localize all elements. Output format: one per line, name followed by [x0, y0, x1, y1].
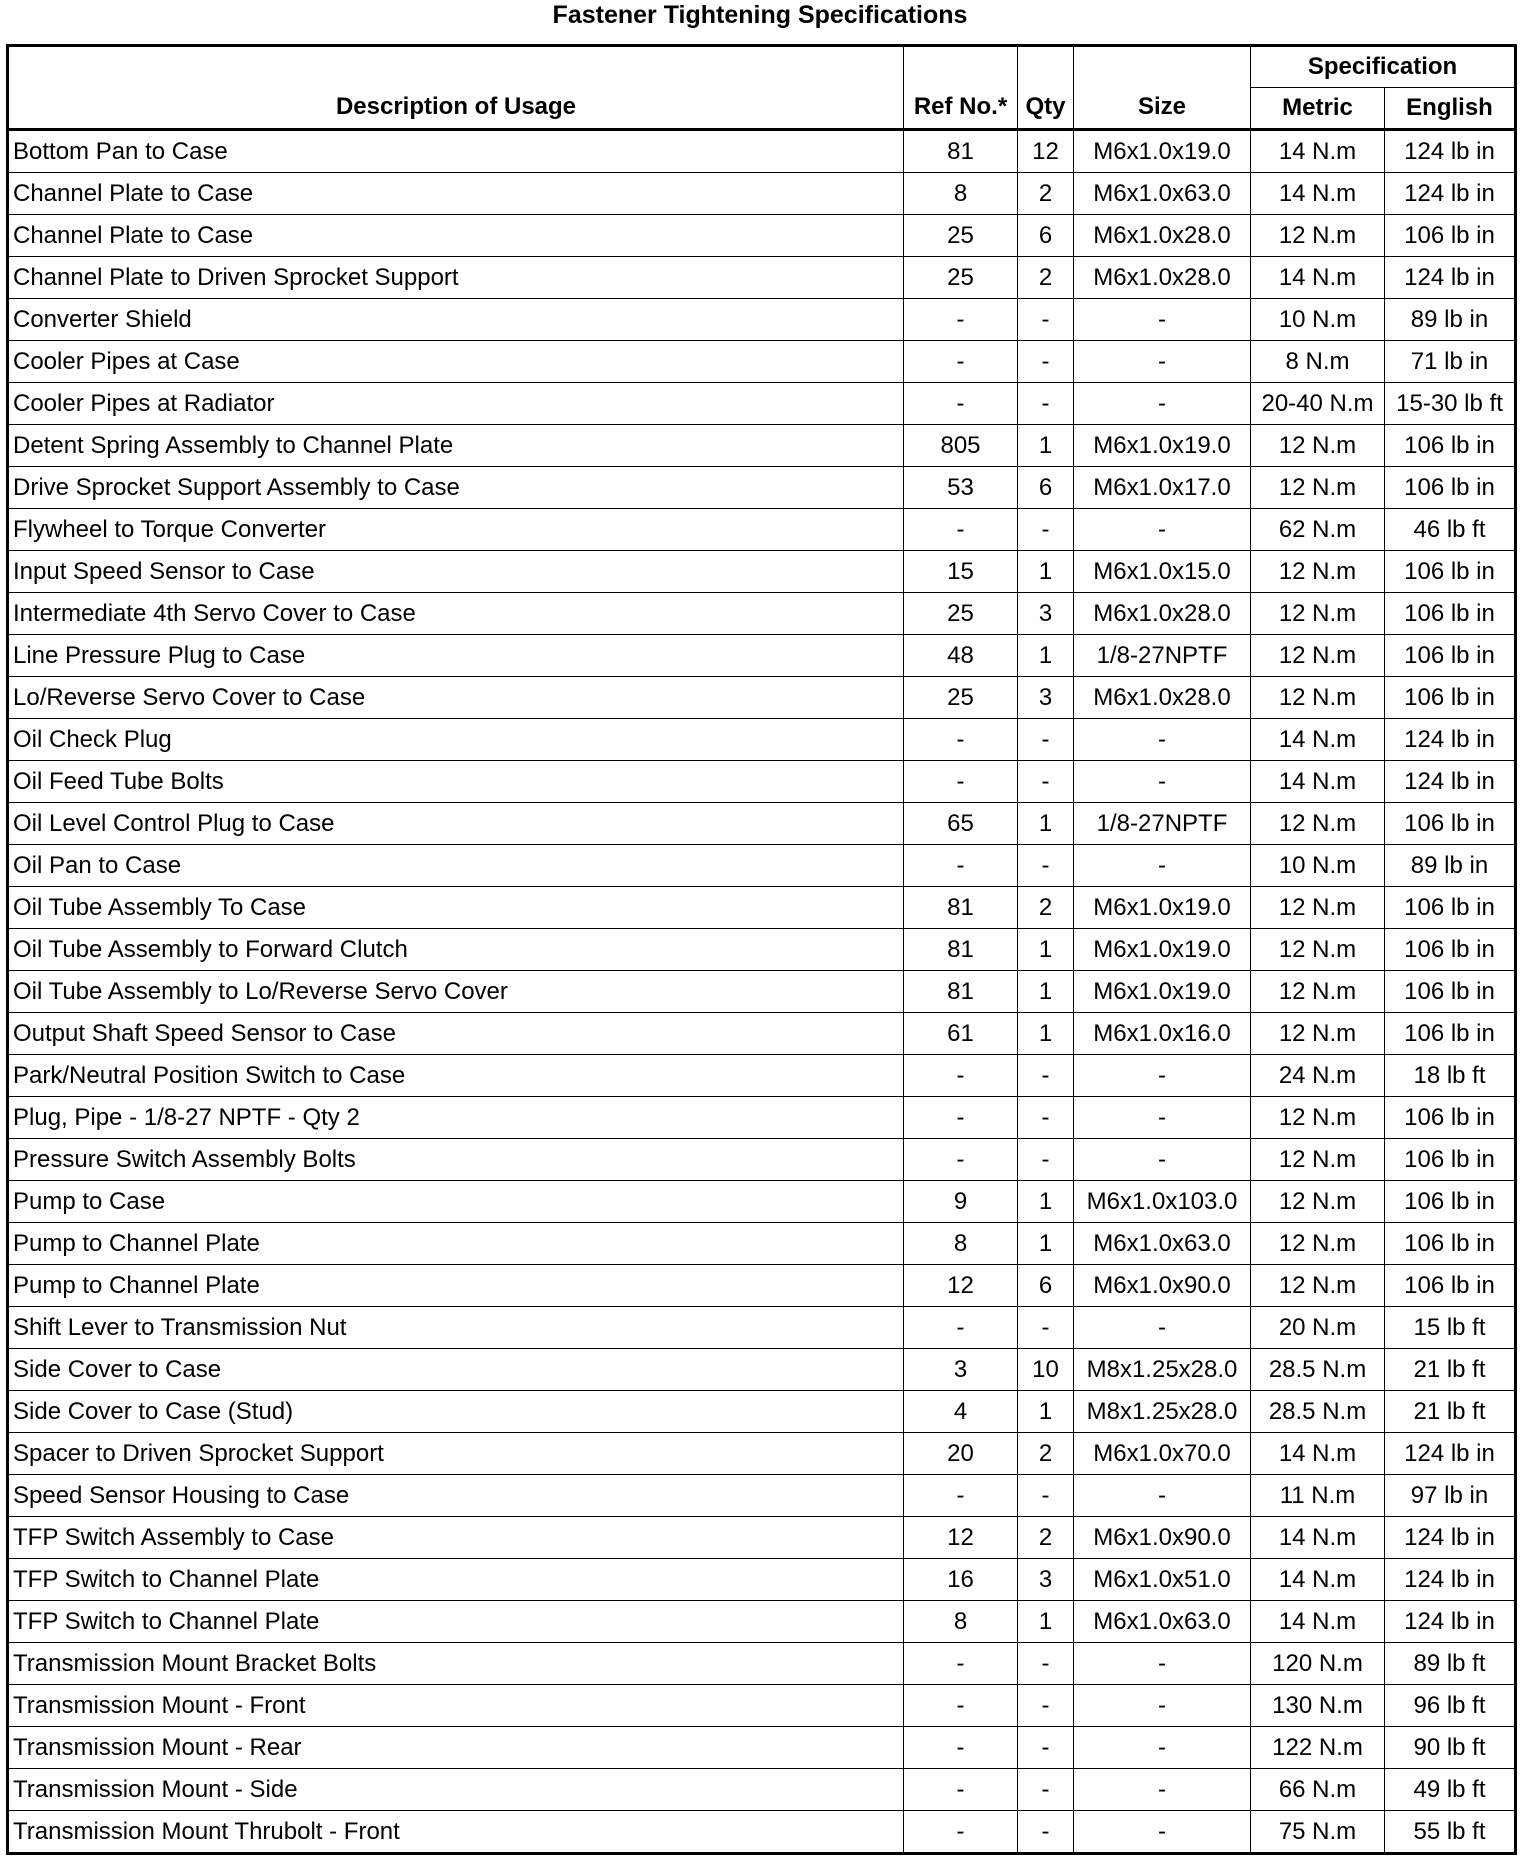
table-row: [8, 1727, 1516, 1769]
cell-size: M6x1.0x19.0: [1074, 887, 1251, 929]
cell-metric: 120 N.m: [1251, 1643, 1385, 1685]
cell-english: 124 lb in: [1385, 173, 1516, 215]
cell-qty: 1: [1018, 635, 1074, 677]
cell-english: 106 lb in: [1385, 1013, 1516, 1055]
cell-qty: -: [1018, 509, 1074, 551]
cell-metric: 12 N.m: [1251, 1265, 1385, 1307]
cell-metric: 28.5 N.m: [1251, 1349, 1385, 1391]
cell-ref-no: -: [904, 719, 1018, 761]
cell-size: M6x1.0x90.0: [1074, 1265, 1251, 1307]
cell-description: Oil Check Plug: [8, 719, 904, 761]
cell-metric: 12 N.m: [1251, 215, 1385, 257]
cell-metric: 12 N.m: [1251, 887, 1385, 929]
cell-description: Bottom Pan to Case: [8, 130, 904, 173]
cell-size: M6x1.0x90.0: [1074, 1517, 1251, 1559]
cell-metric: 10 N.m: [1251, 299, 1385, 341]
cell-qty: -: [1018, 1727, 1074, 1769]
cell-metric: 14 N.m: [1251, 1601, 1385, 1643]
cell-ref-no: 3: [904, 1349, 1018, 1391]
cell-ref-no: 61: [904, 1013, 1018, 1055]
cell-english: 106 lb in: [1385, 887, 1516, 929]
cell-ref-no: -: [904, 1055, 1018, 1097]
cell-qty: -: [1018, 761, 1074, 803]
cell-metric: 12 N.m: [1251, 1181, 1385, 1223]
cell-english: 18 lb ft: [1385, 1055, 1516, 1097]
cell-metric: 12 N.m: [1251, 971, 1385, 1013]
cell-ref-no: 81: [904, 130, 1018, 173]
cell-qty: 1: [1018, 1013, 1074, 1055]
cell-qty: 1: [1018, 1223, 1074, 1265]
cell-english: 106 lb in: [1385, 929, 1516, 971]
table-row: [8, 299, 1516, 341]
table-row: [8, 1517, 1516, 1559]
cell-english: 106 lb in: [1385, 1181, 1516, 1223]
cell-qty: -: [1018, 1685, 1074, 1727]
cell-size: -: [1074, 1307, 1251, 1349]
cell-metric: 12 N.m: [1251, 1139, 1385, 1181]
cell-description: Oil Feed Tube Bolts: [8, 761, 904, 803]
cell-size: M6x1.0x19.0: [1074, 425, 1251, 467]
cell-qty: 1: [1018, 971, 1074, 1013]
cell-metric: 14 N.m: [1251, 1559, 1385, 1601]
cell-qty: -: [1018, 1643, 1074, 1685]
table-row: [8, 1475, 1516, 1517]
cell-ref-no: 4: [904, 1391, 1018, 1433]
cell-english: 15 lb ft: [1385, 1307, 1516, 1349]
cell-size: M6x1.0x16.0: [1074, 1013, 1251, 1055]
table-row: [8, 1559, 1516, 1601]
cell-metric: 10 N.m: [1251, 845, 1385, 887]
cell-description: Channel Plate to Driven Sprocket Support: [8, 257, 904, 299]
table-row: [8, 593, 1516, 635]
cell-description: Side Cover to Case (Stud): [8, 1391, 904, 1433]
cell-english: 124 lb in: [1385, 130, 1516, 173]
cell-qty: 3: [1018, 677, 1074, 719]
header-size: Size: [1074, 46, 1251, 130]
table-row: [8, 425, 1516, 467]
cell-description: Pump to Channel Plate: [8, 1223, 904, 1265]
cell-qty: 10: [1018, 1349, 1074, 1391]
cell-ref-no: -: [904, 1811, 1018, 1854]
cell-qty: -: [1018, 1055, 1074, 1097]
cell-description: Spacer to Driven Sprocket Support: [8, 1433, 904, 1475]
cell-english: 124 lb in: [1385, 1559, 1516, 1601]
cell-description: TFP Switch to Channel Plate: [8, 1601, 904, 1643]
cell-metric: 12 N.m: [1251, 593, 1385, 635]
cell-english: 124 lb in: [1385, 719, 1516, 761]
cell-size: M6x1.0x19.0: [1074, 929, 1251, 971]
cell-ref-no: 65: [904, 803, 1018, 845]
cell-english: 21 lb ft: [1385, 1391, 1516, 1433]
cell-qty: -: [1018, 1475, 1074, 1517]
cell-qty: 2: [1018, 173, 1074, 215]
cell-description: TFP Switch to Channel Plate: [8, 1559, 904, 1601]
cell-qty: 2: [1018, 887, 1074, 929]
cell-english: 124 lb in: [1385, 257, 1516, 299]
cell-description: Channel Plate to Case: [8, 215, 904, 257]
cell-english: 124 lb in: [1385, 1601, 1516, 1643]
cell-size: M6x1.0x63.0: [1074, 1601, 1251, 1643]
cell-description: Side Cover to Case: [8, 1349, 904, 1391]
table-row: [8, 1265, 1516, 1307]
cell-ref-no: 25: [904, 215, 1018, 257]
cell-description: Oil Tube Assembly to Lo/Reverse Servo Cover: [8, 971, 904, 1013]
cell-english: 21 lb ft: [1385, 1349, 1516, 1391]
header-qty: Qty: [1018, 46, 1074, 130]
cell-size: -: [1074, 1055, 1251, 1097]
table-row: [8, 1685, 1516, 1727]
cell-ref-no: -: [904, 299, 1018, 341]
cell-ref-no: -: [904, 341, 1018, 383]
cell-qty: 1: [1018, 425, 1074, 467]
cell-qty: -: [1018, 299, 1074, 341]
cell-english: 124 lb in: [1385, 1433, 1516, 1475]
cell-description: Oil Tube Assembly to Forward Clutch: [8, 929, 904, 971]
cell-metric: 12 N.m: [1251, 803, 1385, 845]
cell-description: Detent Spring Assembly to Channel Plate: [8, 425, 904, 467]
cell-size: -: [1074, 1811, 1251, 1854]
cell-size: M6x1.0x63.0: [1074, 173, 1251, 215]
cell-qty: 3: [1018, 1559, 1074, 1601]
cell-metric: 24 N.m: [1251, 1055, 1385, 1097]
cell-description: Cooler Pipes at Radiator: [8, 383, 904, 425]
cell-size: -: [1074, 1769, 1251, 1811]
cell-ref-no: -: [904, 845, 1018, 887]
cell-ref-no: 8: [904, 1601, 1018, 1643]
cell-size: 1/8-27NPTF: [1074, 635, 1251, 677]
cell-size: -: [1074, 1643, 1251, 1685]
cell-description: TFP Switch Assembly to Case: [8, 1517, 904, 1559]
table-header: [8, 46, 1516, 130]
cell-description: Transmission Mount - Rear: [8, 1727, 904, 1769]
cell-description: Oil Pan to Case: [8, 845, 904, 887]
cell-ref-no: 25: [904, 257, 1018, 299]
cell-size: -: [1074, 299, 1251, 341]
header-specification: Specification: [1251, 46, 1516, 88]
cell-english: 96 lb ft: [1385, 1685, 1516, 1727]
cell-english: 106 lb in: [1385, 677, 1516, 719]
cell-english: 46 lb ft: [1385, 509, 1516, 551]
cell-description: Oil Level Control Plug to Case: [8, 803, 904, 845]
table-row: [8, 761, 1516, 803]
cell-size: M8x1.25x28.0: [1074, 1391, 1251, 1433]
cell-size: -: [1074, 341, 1251, 383]
cell-size: -: [1074, 383, 1251, 425]
table-row: [8, 1223, 1516, 1265]
cell-description: Transmission Mount - Side: [8, 1769, 904, 1811]
cell-ref-no: -: [904, 761, 1018, 803]
cell-english: 124 lb in: [1385, 761, 1516, 803]
cell-size: -: [1074, 509, 1251, 551]
cell-ref-no: 20: [904, 1433, 1018, 1475]
cell-ref-no: 25: [904, 593, 1018, 635]
cell-metric: 14 N.m: [1251, 257, 1385, 299]
cell-metric: 14 N.m: [1251, 173, 1385, 215]
cell-description: Lo/Reverse Servo Cover to Case: [8, 677, 904, 719]
cell-ref-no: -: [904, 383, 1018, 425]
cell-english: 106 lb in: [1385, 1139, 1516, 1181]
table-row: [8, 1055, 1516, 1097]
cell-metric: 12 N.m: [1251, 551, 1385, 593]
cell-size: -: [1074, 761, 1251, 803]
cell-size: M6x1.0x15.0: [1074, 551, 1251, 593]
cell-size: M6x1.0x19.0: [1074, 130, 1251, 173]
table-row: [8, 130, 1516, 173]
cell-size: M6x1.0x28.0: [1074, 677, 1251, 719]
cell-qty: 1: [1018, 1601, 1074, 1643]
cell-size: -: [1074, 1685, 1251, 1727]
cell-qty: 6: [1018, 1265, 1074, 1307]
cell-ref-no: -: [904, 1643, 1018, 1685]
cell-english: 106 lb in: [1385, 971, 1516, 1013]
cell-qty: 6: [1018, 215, 1074, 257]
cell-english: 71 lb in: [1385, 341, 1516, 383]
header-metric: Metric: [1251, 88, 1385, 130]
cell-description: Converter Shield: [8, 299, 904, 341]
cell-qty: 2: [1018, 1433, 1074, 1475]
cell-ref-no: 805: [904, 425, 1018, 467]
cell-ref-no: -: [904, 1769, 1018, 1811]
cell-ref-no: 12: [904, 1265, 1018, 1307]
cell-metric: 62 N.m: [1251, 509, 1385, 551]
cell-description: Intermediate 4th Servo Cover to Case: [8, 593, 904, 635]
cell-qty: 1: [1018, 1391, 1074, 1433]
cell-size: M6x1.0x63.0: [1074, 1223, 1251, 1265]
cell-ref-no: 15: [904, 551, 1018, 593]
cell-description: Pressure Switch Assembly Bolts: [8, 1139, 904, 1181]
cell-qty: -: [1018, 383, 1074, 425]
cell-qty: -: [1018, 1097, 1074, 1139]
cell-ref-no: 81: [904, 929, 1018, 971]
cell-ref-no: -: [904, 509, 1018, 551]
cell-english: 106 lb in: [1385, 803, 1516, 845]
table-row: [8, 1391, 1516, 1433]
cell-description: Channel Plate to Case: [8, 173, 904, 215]
cell-ref-no: 8: [904, 1223, 1018, 1265]
table-row: [8, 341, 1516, 383]
cell-ref-no: 53: [904, 467, 1018, 509]
cell-qty: 1: [1018, 551, 1074, 593]
cell-metric: 11 N.m: [1251, 1475, 1385, 1517]
cell-metric: 20-40 N.m: [1251, 383, 1385, 425]
cell-ref-no: -: [904, 1139, 1018, 1181]
table-row: [8, 1811, 1516, 1854]
cell-ref-no: 25: [904, 677, 1018, 719]
cell-description: Transmission Mount Bracket Bolts: [8, 1643, 904, 1685]
cell-description: Pump to Channel Plate: [8, 1265, 904, 1307]
cell-size: -: [1074, 1475, 1251, 1517]
cell-size: -: [1074, 1097, 1251, 1139]
table-row: [8, 845, 1516, 887]
cell-description: Transmission Mount Thrubolt - Front: [8, 1811, 904, 1854]
table-row: [8, 1013, 1516, 1055]
cell-metric: 75 N.m: [1251, 1811, 1385, 1854]
cell-description: Oil Tube Assembly To Case: [8, 887, 904, 929]
cell-size: M6x1.0x28.0: [1074, 257, 1251, 299]
table-row: [8, 1349, 1516, 1391]
cell-english: 106 lb in: [1385, 593, 1516, 635]
cell-size: M6x1.0x103.0: [1074, 1181, 1251, 1223]
cell-ref-no: 9: [904, 1181, 1018, 1223]
cell-qty: -: [1018, 1307, 1074, 1349]
cell-english: 106 lb in: [1385, 425, 1516, 467]
cell-size: -: [1074, 1139, 1251, 1181]
cell-ref-no: 8: [904, 173, 1018, 215]
cell-qty: 2: [1018, 1517, 1074, 1559]
cell-english: 97 lb in: [1385, 1475, 1516, 1517]
cell-metric: 12 N.m: [1251, 929, 1385, 971]
table-row: [8, 1307, 1516, 1349]
cell-metric: 12 N.m: [1251, 635, 1385, 677]
cell-ref-no: -: [904, 1097, 1018, 1139]
cell-english: 106 lb in: [1385, 1265, 1516, 1307]
cell-ref-no: -: [904, 1685, 1018, 1727]
header-ref-no: Ref No.*: [904, 46, 1018, 130]
table-row: [8, 1433, 1516, 1475]
cell-ref-no: -: [904, 1727, 1018, 1769]
cell-metric: 14 N.m: [1251, 130, 1385, 173]
table-row: [8, 677, 1516, 719]
cell-english: 89 lb in: [1385, 845, 1516, 887]
table-row: [8, 1769, 1516, 1811]
cell-metric: 122 N.m: [1251, 1727, 1385, 1769]
cell-qty: -: [1018, 1769, 1074, 1811]
header-description: Description of Usage: [8, 46, 904, 130]
table-row: [8, 971, 1516, 1013]
cell-english: 106 lb in: [1385, 1097, 1516, 1139]
cell-description: Speed Sensor Housing to Case: [8, 1475, 904, 1517]
cell-metric: 28.5 N.m: [1251, 1391, 1385, 1433]
cell-english: 106 lb in: [1385, 467, 1516, 509]
cell-metric: 8 N.m: [1251, 341, 1385, 383]
table-row: [8, 509, 1516, 551]
cell-metric: 12 N.m: [1251, 1013, 1385, 1055]
cell-english: 124 lb in: [1385, 1517, 1516, 1559]
fastener-spec-table: [6, 44, 1517, 1855]
cell-size: M6x1.0x28.0: [1074, 215, 1251, 257]
cell-metric: 12 N.m: [1251, 1223, 1385, 1265]
cell-size: -: [1074, 845, 1251, 887]
table-row: [8, 257, 1516, 299]
table-row: [8, 383, 1516, 425]
cell-size: 1/8-27NPTF: [1074, 803, 1251, 845]
cell-ref-no: -: [904, 1475, 1018, 1517]
table-row: [8, 1643, 1516, 1685]
cell-description: Pump to Case: [8, 1181, 904, 1223]
table-row: [8, 1601, 1516, 1643]
table-row: [8, 551, 1516, 593]
cell-qty: 1: [1018, 803, 1074, 845]
cell-metric: 66 N.m: [1251, 1769, 1385, 1811]
cell-size: -: [1074, 719, 1251, 761]
cell-description: Flywheel to Torque Converter: [8, 509, 904, 551]
cell-qty: 1: [1018, 1181, 1074, 1223]
table-row: [8, 467, 1516, 509]
cell-ref-no: 48: [904, 635, 1018, 677]
cell-english: 89 lb in: [1385, 299, 1516, 341]
cell-description: Shift Lever to Transmission Nut: [8, 1307, 904, 1349]
cell-qty: 3: [1018, 593, 1074, 635]
cell-qty: -: [1018, 845, 1074, 887]
cell-english: 106 lb in: [1385, 551, 1516, 593]
cell-size: M6x1.0x70.0: [1074, 1433, 1251, 1475]
cell-metric: 12 N.m: [1251, 1097, 1385, 1139]
cell-english: 15-30 lb ft: [1385, 383, 1516, 425]
table-body: [8, 130, 1516, 1854]
cell-size: M8x1.25x28.0: [1074, 1349, 1251, 1391]
cell-metric: 14 N.m: [1251, 761, 1385, 803]
table-row: [8, 803, 1516, 845]
cell-qty: 12: [1018, 130, 1074, 173]
cell-description: Park/Neutral Position Switch to Case: [8, 1055, 904, 1097]
cell-description: Transmission Mount - Front: [8, 1685, 904, 1727]
cell-english: 106 lb in: [1385, 1223, 1516, 1265]
cell-qty: -: [1018, 1139, 1074, 1181]
cell-metric: 130 N.m: [1251, 1685, 1385, 1727]
table-row: [8, 1181, 1516, 1223]
cell-description: Plug, Pipe - 1/8-27 NPTF - Qty 2: [8, 1097, 904, 1139]
table-row: [8, 173, 1516, 215]
cell-description: Line Pressure Plug to Case: [8, 635, 904, 677]
cell-metric: 12 N.m: [1251, 425, 1385, 467]
cell-qty: -: [1018, 719, 1074, 761]
cell-description: Output Shaft Speed Sensor to Case: [8, 1013, 904, 1055]
cell-size: M6x1.0x51.0: [1074, 1559, 1251, 1601]
cell-english: 49 lb ft: [1385, 1769, 1516, 1811]
cell-english: 106 lb in: [1385, 635, 1516, 677]
cell-description: Input Speed Sensor to Case: [8, 551, 904, 593]
cell-ref-no: 81: [904, 971, 1018, 1013]
cell-qty: -: [1018, 1811, 1074, 1854]
cell-ref-no: 16: [904, 1559, 1018, 1601]
table-row: [8, 887, 1516, 929]
cell-size: M6x1.0x28.0: [1074, 593, 1251, 635]
cell-size: -: [1074, 1727, 1251, 1769]
cell-size: M6x1.0x17.0: [1074, 467, 1251, 509]
cell-english: 90 lb ft: [1385, 1727, 1516, 1769]
cell-description: Cooler Pipes at Case: [8, 341, 904, 383]
cell-qty: 2: [1018, 257, 1074, 299]
cell-ref-no: 12: [904, 1517, 1018, 1559]
table-row: [8, 215, 1516, 257]
cell-english: 89 lb ft: [1385, 1643, 1516, 1685]
cell-english: 55 lb ft: [1385, 1811, 1516, 1854]
table-row: [8, 719, 1516, 761]
table-row: [8, 1139, 1516, 1181]
cell-ref-no: -: [904, 1307, 1018, 1349]
cell-metric: 12 N.m: [1251, 677, 1385, 719]
cell-metric: 14 N.m: [1251, 1433, 1385, 1475]
cell-metric: 12 N.m: [1251, 467, 1385, 509]
table-row: [8, 635, 1516, 677]
header-english: English: [1385, 88, 1516, 130]
cell-metric: 20 N.m: [1251, 1307, 1385, 1349]
cell-english: 106 lb in: [1385, 215, 1516, 257]
cell-description: Drive Sprocket Support Assembly to Case: [8, 467, 904, 509]
cell-size: M6x1.0x19.0: [1074, 971, 1251, 1013]
document-title: Fastener Tightening Specifications: [552, 1, 968, 29]
cell-metric: 14 N.m: [1251, 719, 1385, 761]
table-row: [8, 929, 1516, 971]
cell-qty: -: [1018, 341, 1074, 383]
cell-qty: 1: [1018, 929, 1074, 971]
cell-ref-no: 81: [904, 887, 1018, 929]
table-row: [8, 1097, 1516, 1139]
cell-metric: 14 N.m: [1251, 1517, 1385, 1559]
cell-qty: 6: [1018, 467, 1074, 509]
